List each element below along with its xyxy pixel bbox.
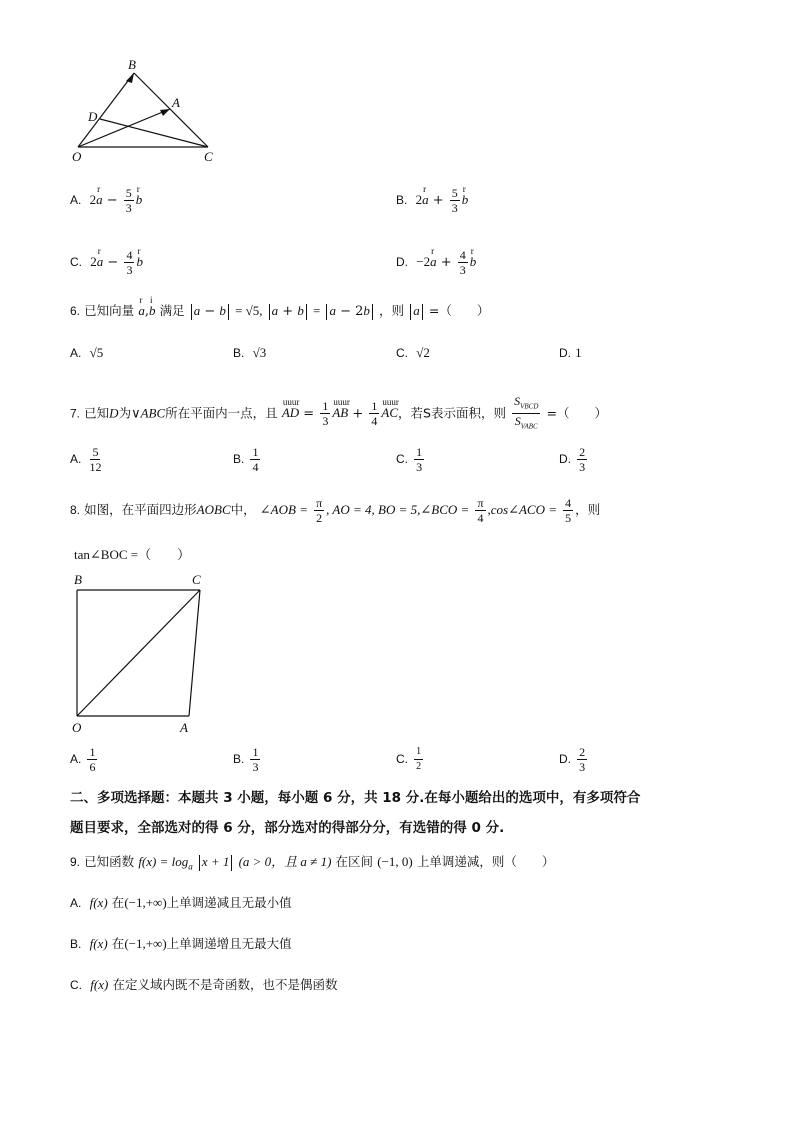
q7-option-a[interactable]: A. $\frac{5}{12}$	[70, 445, 102, 474]
q8-option-b[interactable]: B. $\frac{1}{3}$	[233, 745, 259, 774]
section-heading-line1: 二、多项选择题：本题共 3 小题，每小题 6 分，共 18 分.在每小题给出的选项中，有多项符合	[70, 790, 641, 806]
q9-stem: 9. 已知函数 $f(x) = \log_a x + 1$ (a > 0，且 a ≠ 1) 在区间 (−1, 0) 上单调递减，则（ ）	[70, 854, 555, 872]
q5-option-b[interactable]: B. 2 r a + $\frac{5}{3}$ r b	[396, 184, 469, 215]
quadrilateral-figure	[66, 568, 216, 738]
q5-option-a[interactable]: A. 2 r a − $\frac{5}{3}$ r b	[70, 184, 143, 215]
q7-option-c[interactable]: C. $\frac{1}{3}$	[396, 445, 423, 474]
q6-option-a[interactable]: A. √5	[70, 345, 104, 360]
segment-ac	[189, 590, 200, 716]
q8-stem: 8. 如图，在平面四边形AOBC中， ∠AOB = $\frac{\pi}{2}$ , AO = 4, BO = 5,∠BCO = $\frac{\pi}{4}$ ,cos∠ACO = $\frac{4}{5}$ ，则	[70, 496, 601, 525]
q9-option-a[interactable]: A. f(x) 在(−1,+∞)上单调递减且无最小值	[70, 895, 292, 910]
segment-dc	[100, 119, 208, 147]
section-heading-line2: 题目要求，全部选对的得 6 分，部分选对的得部分分，有选错的得 0 分.	[70, 820, 505, 836]
label-o: O	[72, 720, 82, 735]
q5-option-c[interactable]: C. 2 r a − $\frac{4}{3}$ r b	[70, 246, 143, 277]
label-c: C	[192, 572, 201, 587]
q7-stem: 7. 已知D为∨ABC所在平面内一点，且 uuur AD = $\frac{1}{3}$ uuur AB + $\frac{1}{4}$ uuur AC，若S表示面积，则 $\frac{S_{VBCD}}{S_{VABC}}$ =（ ）	[70, 394, 607, 431]
triangle-figure	[60, 55, 230, 170]
label-a: A	[172, 95, 180, 110]
q9-option-b[interactable]: B. f(x) 在(−1,+∞)上单调递增且无最大值	[70, 936, 292, 951]
label-a: A	[180, 720, 188, 735]
q7-option-b[interactable]: B. $\frac{1}{4}$	[233, 445, 259, 474]
segment-bc	[134, 73, 208, 147]
q8-option-d[interactable]: D. $\frac{2}{3}$	[559, 745, 586, 774]
label-d: D	[88, 109, 98, 124]
q5-option-d[interactable]: D. −2 r a + $\frac{4}{3}$ r b	[396, 246, 477, 277]
q6-stem: 6. 已知向量 r a, i b 满足 a − b = √5, a + b = a − 2b ，则 a =（ ）	[70, 295, 490, 319]
q7-option-d[interactable]: D. $\frac{2}{3}$	[559, 445, 586, 474]
label-b: B	[128, 57, 136, 72]
q8-option-a[interactable]: A. $\frac{1}{6}$	[70, 745, 96, 774]
q6-option-c[interactable]: C. √2	[396, 345, 430, 360]
label-b: B	[74, 572, 82, 587]
label-o: O	[72, 149, 82, 164]
q6-option-b[interactable]: B. √3	[233, 345, 267, 360]
q8-stem-line2: tan∠BOC =（ ）	[74, 547, 191, 562]
q9-option-c[interactable]: C. f(x) 在定义域内既不是奇函数，也不是偶函数	[70, 977, 338, 992]
segment-oc	[77, 590, 200, 716]
q6-option-d[interactable]: D. 1	[559, 345, 582, 360]
arrow-a-icon	[160, 109, 170, 116]
q8-option-c[interactable]: C. $\frac{1}{2}$	[396, 746, 422, 772]
label-c: C	[204, 149, 213, 164]
